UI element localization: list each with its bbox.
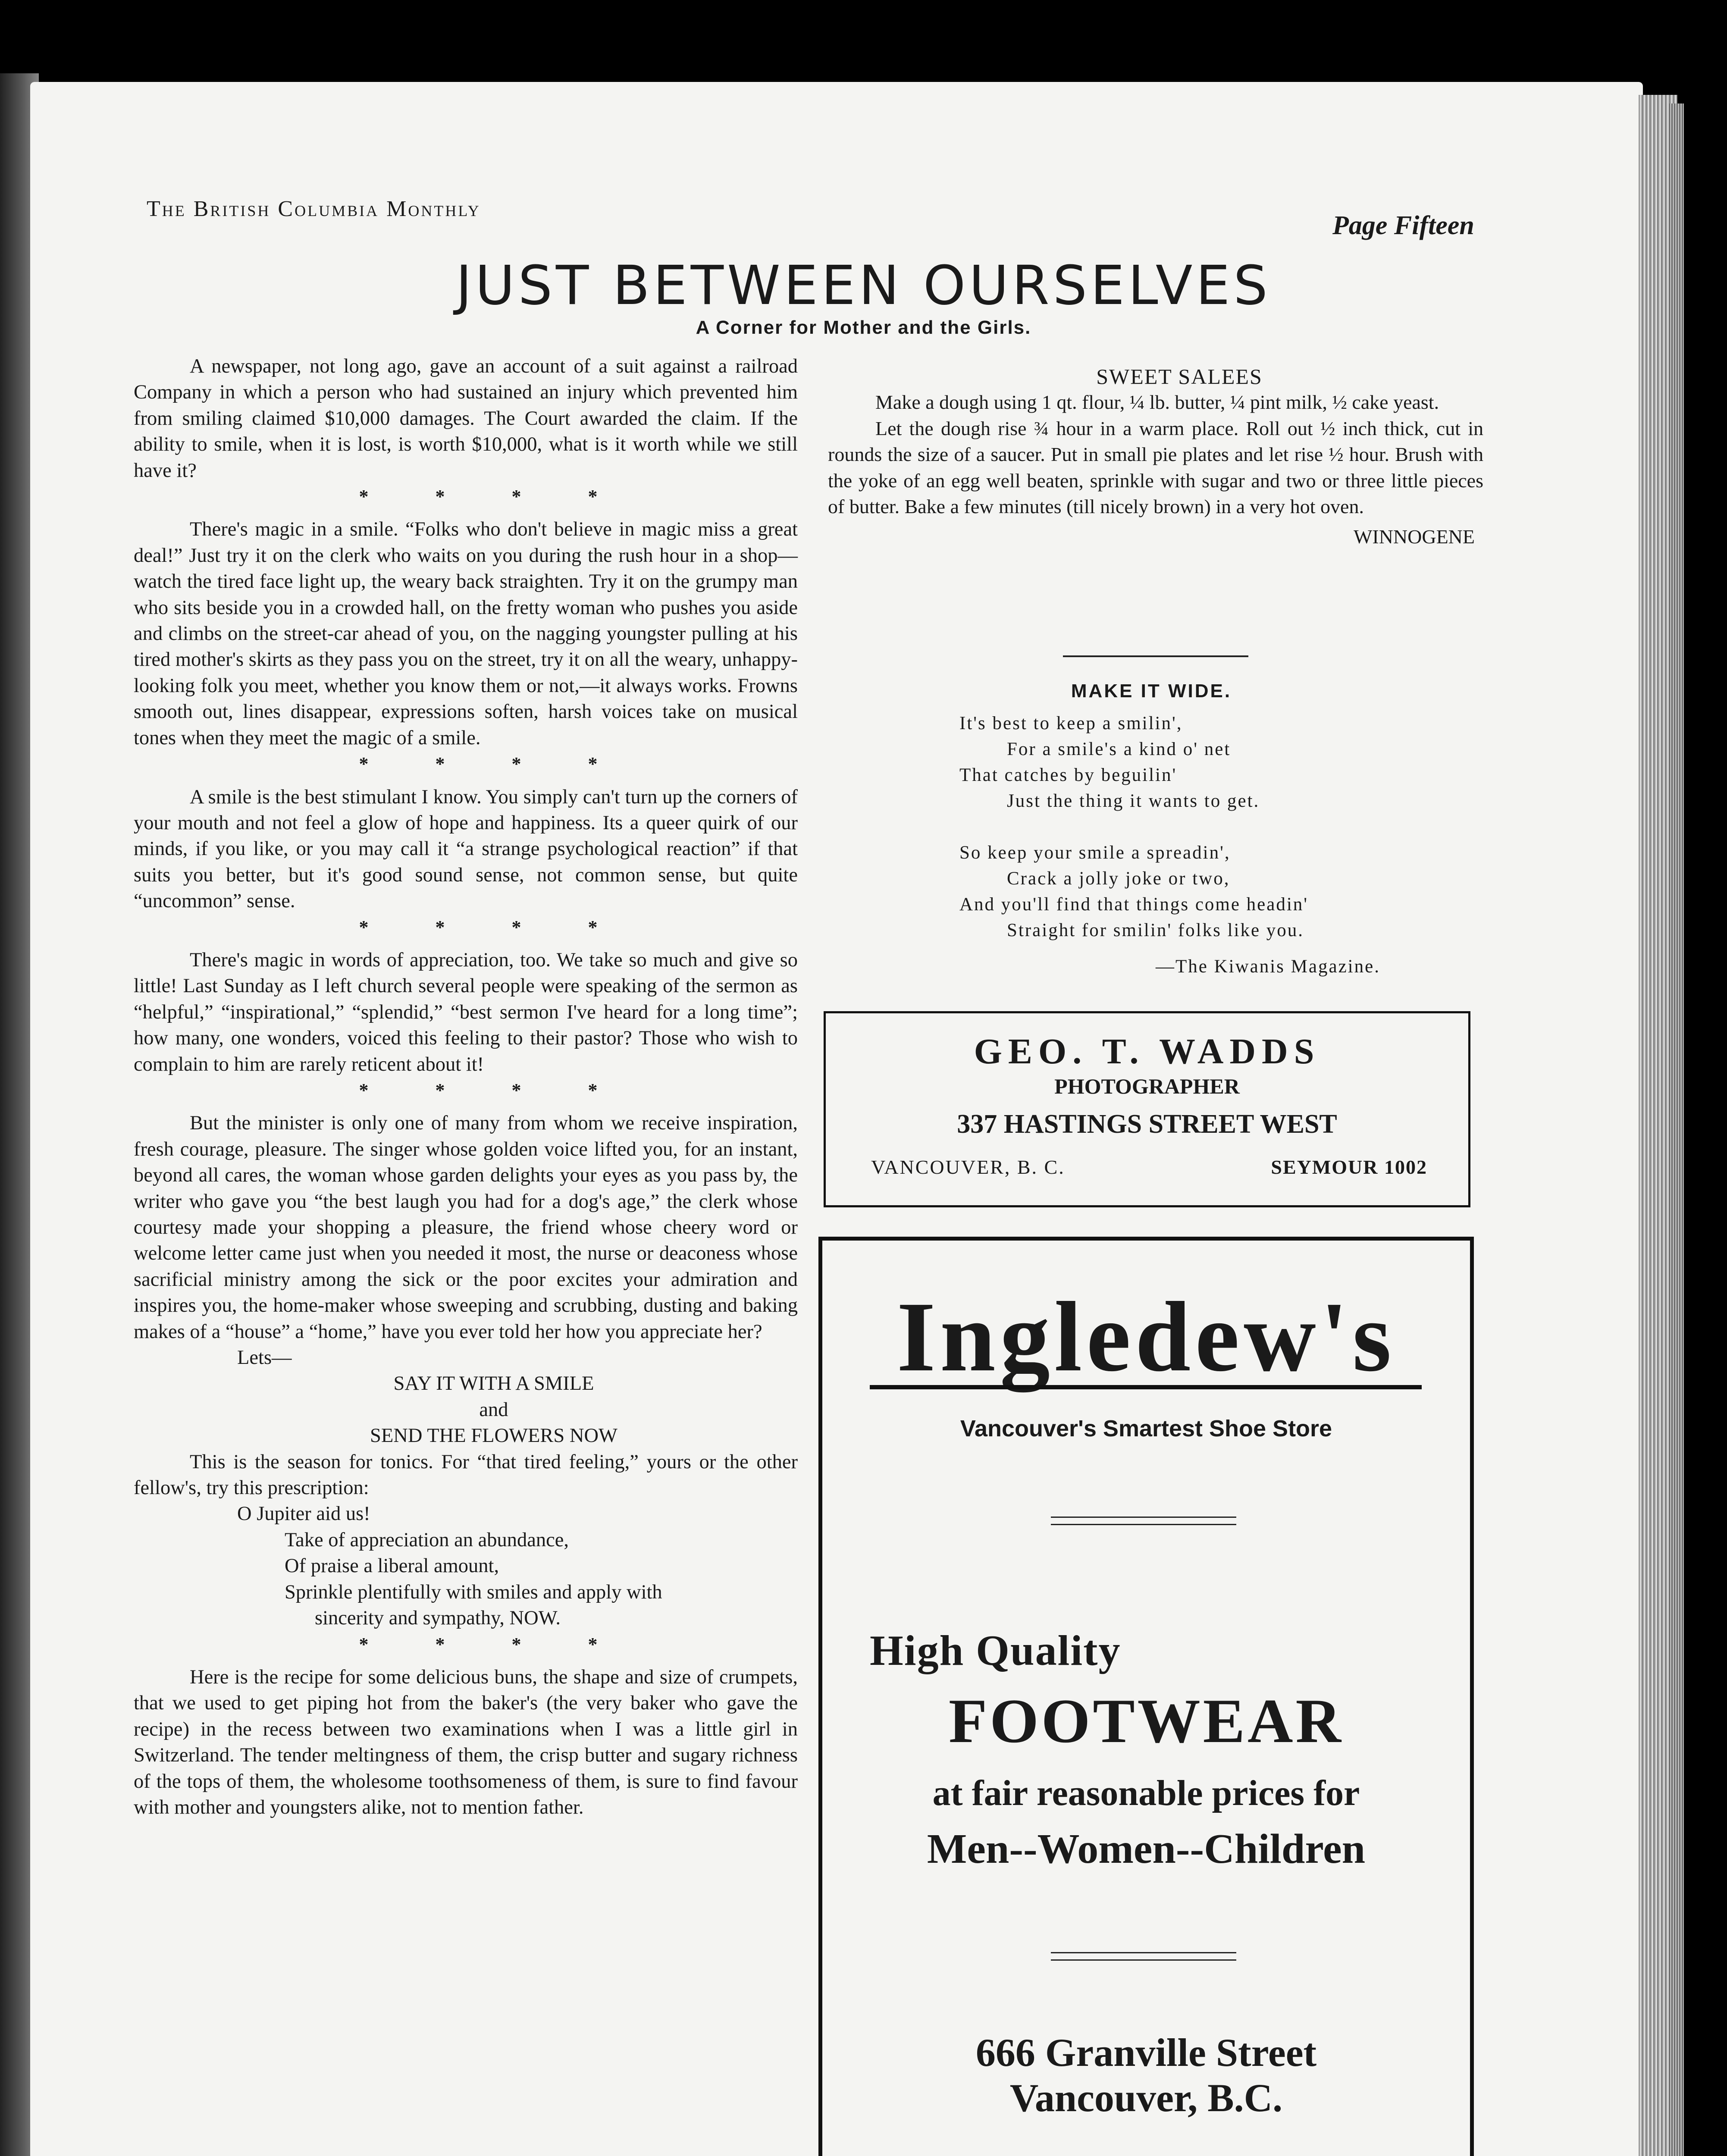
section-break: * * * * [359, 486, 629, 508]
prescription-line: Take of appreciation an abundance, [285, 1529, 569, 1551]
ad-city: VANCOUVER, B. C. [871, 1156, 1065, 1178]
divider [1063, 655, 1248, 657]
prescription-line: Sprinkle plentifully with smiles and apply with [285, 1581, 662, 1603]
poem-line: That catches by beguilin' [959, 765, 1177, 785]
recipe-title: SWEET SALEES [1096, 364, 1263, 389]
wadds-advertisement [824, 1011, 1470, 1207]
paragraph: A smile is the best stimulant I know. You simply can't turn up the corners of your mouth and not feel a glow of hope and happiness. Its a queer quirk of our minds, if you like, or you may call it “a strange psychological reaction” if that suits you better, but it's good sound sense, not common sense, but quite “uncommon” sense. [134, 786, 798, 912]
article-title: JUST BETWEEN OURSELVES [456, 254, 1271, 317]
stanza-gap [959, 814, 1308, 840]
brand-underline [870, 1385, 1422, 1389]
poem-title: MAKE IT WIDE. [1071, 680, 1232, 702]
ad-brand: Ingledew's [896, 1282, 1396, 1392]
paragraph: A newspaper, not long ago, gave an account of a suit against a railroad Company in which a person who had sustained an injury which prevented him from smiling claimed $10,000 damages. The Court awarded the claim. If the ability to smile, when it is lost, is worth $10,000, what is it worth while we still have it? [134, 355, 798, 482]
poem-line: For a smile's a kind o' net [1007, 739, 1231, 759]
poem-line: So keep your smile a spreadin', [959, 843, 1231, 863]
ad-line: at fair reasonable prices for [932, 1773, 1360, 1813]
poem-source: —The Kiwanis Magazine. [1156, 956, 1380, 977]
poem [959, 711, 1308, 943]
paragraph: There's magic in words of appreciation, too. We take so much and give so little! Last Sunday as I left church several people were speaking of the sermon as “helpful,” “inspirational,” “splendid,” “best sermon I've heard for a long time”; how many, one wonders, voiced this feeling to their pastor? Those who wish to complain to him are rarely reticent about it! [134, 949, 798, 1075]
poem-line: Crack a jolly joke or two, [1007, 868, 1230, 889]
and-line: and [479, 1398, 508, 1421]
ad-phone: SEYMOUR 1002 [1271, 1156, 1427, 1178]
paragraph: Here is the recipe for some delicious buns, the shape and size of crumpets, that we used to get piping hot from the baker's (the very baker who gave the recipe) in the recess between two examinations when I was a little girl in Switzerland. The tender meltingness of them, the crisp butter and sugary richness of the tops of them, the wholesome toothsomeness of them, is sure to find favour with mother and youngsters alike, not to mention father. [134, 1666, 798, 1818]
prescription-line: sincerity and sympathy, NOW. [315, 1607, 561, 1630]
section-break: * * * * [359, 916, 629, 938]
lets-line: Lets— [237, 1347, 292, 1369]
section-break: * * * * [359, 1079, 629, 1101]
left-column [134, 354, 798, 1821]
ad-street: 337 HASTINGS STREET WEST [957, 1109, 1337, 1139]
page-edges-outer [1669, 103, 1684, 2156]
ad-line: High Quality [870, 1626, 1121, 1674]
ad-city: Vancouver, B.C. [1009, 2076, 1283, 2120]
ingledew-advertisement [818, 1237, 1474, 2156]
poem-line: And you'll find that things come headin' [959, 894, 1309, 915]
recipe-block [828, 364, 1483, 550]
article-subtitle: A Corner for Mother and the Girls. [696, 317, 1031, 338]
ad-address: 666 Granville Street [975, 2031, 1317, 2075]
say-it-line: SAY IT WITH A SMILE [393, 1373, 594, 1395]
double-rule [1051, 1952, 1236, 1961]
ad-line: FOOTWEAR [949, 1686, 1344, 1756]
ad-profession: PHOTOGRAPHER [1054, 1074, 1240, 1098]
send-flowers-line: SEND THE FLOWERS NOW [370, 1425, 617, 1447]
poem-line: Straight for smilin' folks like you. [1007, 920, 1304, 940]
paragraph: This is the season for tonics. For “that tired feeling,” yours or the other fellow's, try this prescription: [134, 1451, 798, 1499]
section-break: * * * * [359, 1633, 629, 1655]
section-break: * * * * [359, 753, 629, 775]
prescription-line: O Jupiter aid us! [237, 1503, 370, 1525]
page-number: Page Fifteen [1332, 211, 1474, 240]
paragraph: There's magic in a smile. “Folks who don't believe in magic miss a great deal!” Just try it on the clerk who waits on you during the rush hour in a shop—watch the tired face light up, the weary back straighten. Try it on the grumpy man who sits beside you in a crowded hall, on the fretty woman who pushes you aside and climbs on the street-car ahead of you, on the nagging youngster pulling at his tired mother's skirts as they pass you on the street, try it on all the weary, unhappy-looking folk you meet, whether you know them or not,—it always works. Frowns smooth out, lines disappear, expressions soften, harsh voices take on musical tones when they meet the magic of a smile. [134, 518, 798, 749]
recipe-ingredients: Make a dough using 1 qt. flour, ¼ lb. butter, ¼ pint milk, ½ cake yeast. [875, 391, 1439, 414]
poem-line: Just the thing it wants to get. [1007, 791, 1260, 811]
ad-line: Men--Women--Children [927, 1826, 1366, 1872]
prescription-line: Of praise a liberal amount, [285, 1555, 499, 1577]
recipe-signature: WINNOGENE [1353, 526, 1475, 548]
paragraph: But the minister is only one of many from whom we receive inspiration, fresh courage, pleasure. The singer whose golden voice lifted you, for an instant, beyond all cares, the woman whose garden delights your eyes as you pass by, the writer who gave you “the best laugh you had for a dog's age,” the clerk whose courtesy made your shopping a pleasure, the friend whose cheery word or welcome letter came just when you needed it most, the nurse or deaconess whose sacrificial ministry among the sick or the poor excites your admiration and inspires you, the home-maker whose sweeping and scrubbing, dusting and baking makes of a “house” a “home,” have you ever told her how you appreciate her? [134, 1112, 798, 1343]
ad-name: GEO. T. WADDS [974, 1031, 1320, 1072]
recipe-method: Let the dough rise ¾ hour in a warm place. Roll out ½ inch thick, cut in rounds the size of a saucer. Put in small pie plates and let rise ½ hour. Brush with the yoke of an egg well beaten, sprinkle with sugar and two or three little pieces of butter. Bake a few minutes (till nicely brown) in a very hot oven. [828, 417, 1483, 518]
poem-line: It's best to keep a smilin', [959, 713, 1183, 733]
running-head: The British Columbia Monthly [147, 197, 481, 221]
ad-tagline: Vancouver's Smartest Shoe Store [960, 1416, 1332, 1442]
double-rule [1051, 1517, 1236, 1525]
